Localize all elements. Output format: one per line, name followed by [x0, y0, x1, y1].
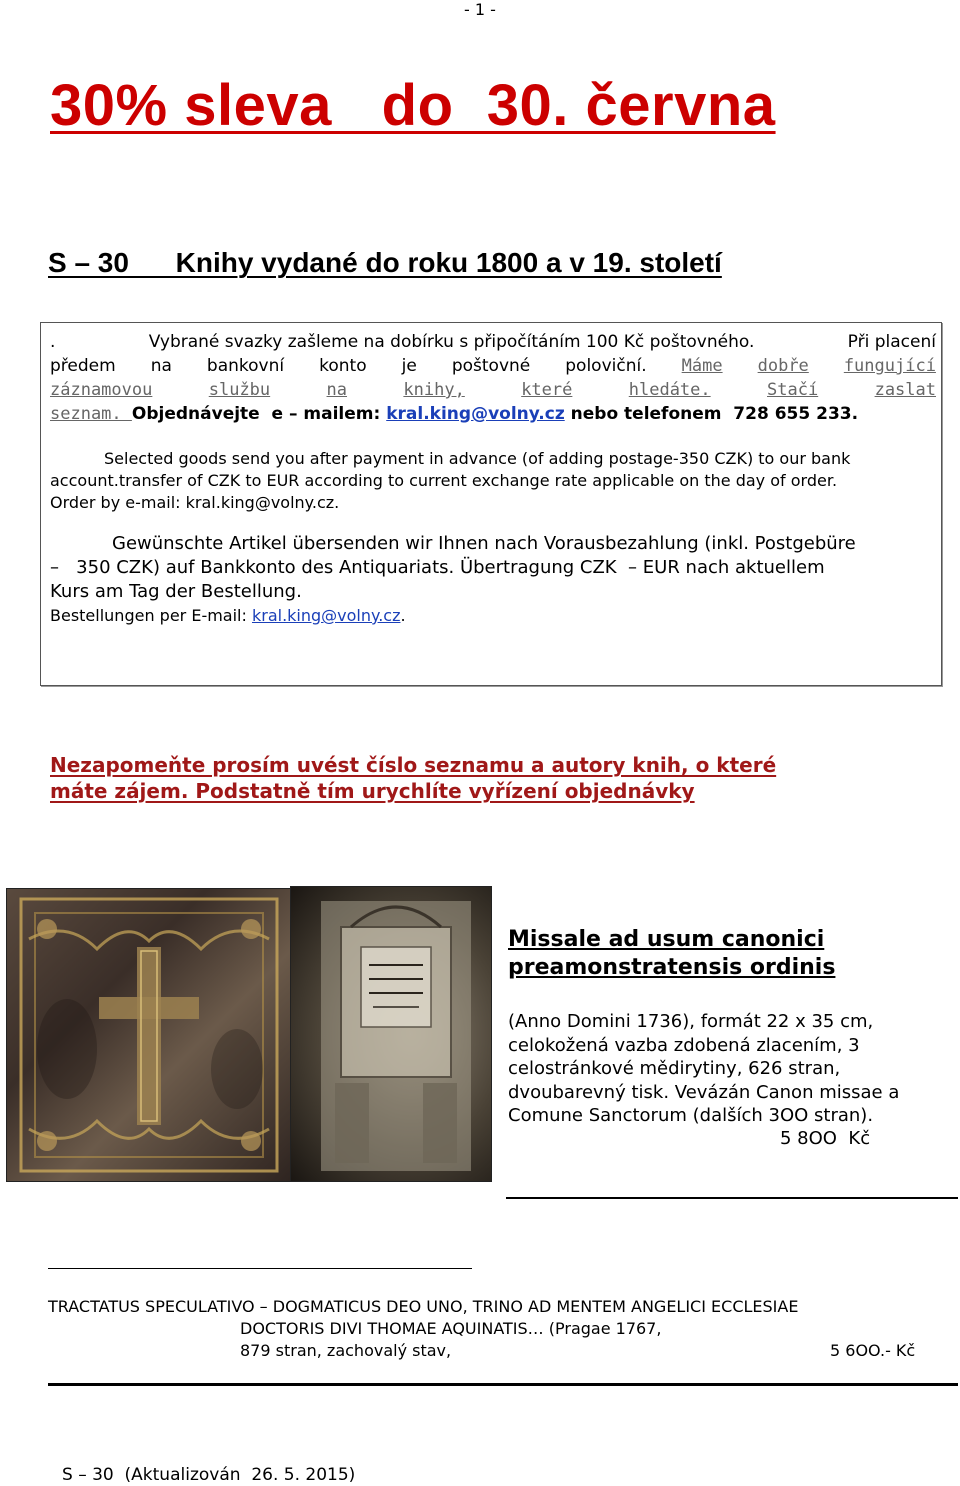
info-text: . — [400, 606, 406, 625]
info-text: které — [521, 380, 573, 400]
info-text: je — [401, 356, 417, 376]
info-text: poštovné — [451, 356, 531, 376]
list-heading: S – 30 Knihy vydané do roku 1800 a v 19. století — [48, 247, 722, 278]
info-text: – 350 CZK) auf Bankkonto des Antiquariats. Übertragung CZK – EUR nach aktuellem — [50, 557, 825, 578]
info-english — [50, 448, 940, 514]
email-link[interactable]: kral.king@volny.cz — [251, 606, 401, 625]
page-number: - 1 - — [464, 0, 496, 19]
book2-title: TRACTATUS SPECULATIVO – DOGMATICUS DEO UNO, TRINO AD MENTEM ANGELICI ECCLESIAE — [48, 1297, 799, 1316]
info-text: na — [326, 380, 348, 400]
info-text: Bestellungen per E-mail: — [50, 606, 252, 625]
info-text: bankovní — [206, 356, 285, 376]
info-text: konto — [319, 356, 367, 376]
book2-details: 879 stran, zachovalý stav, — [240, 1341, 452, 1360]
book1-price: 5 8OO Kč — [780, 1128, 871, 1149]
info-text: Vybrané svazky zašleme na dobírku s připočítáním 100 Kč poštovného. — [148, 332, 755, 352]
info-text: poloviční. — [565, 356, 647, 376]
info-text: fungující — [843, 356, 936, 376]
book2-entry — [48, 1296, 948, 1362]
info-text: Gewünschte Artikel übersenden wir Ihnen nach Vorausbezahlung (inkl. Postgebüre — [112, 533, 856, 554]
info-czech — [50, 330, 936, 426]
info-text: Při placení — [847, 332, 936, 352]
book2-title-cont: DOCTORIS DIVI THOMAE AQUINATIS… (Pragae 1767, — [240, 1319, 662, 1338]
email-link[interactable]: kral.king@volny.cz — [386, 404, 565, 424]
title-page-photo — [290, 886, 492, 1182]
info-text: knihy, — [403, 380, 465, 400]
info-czech-line-3 — [50, 378, 936, 402]
info-text: Objednávejte e – mailem: — [131, 404, 387, 424]
info-text: Máme — [681, 356, 723, 376]
reminder-note: Nezapomeňte prosím uvést číslo seznamu a autory knih, o které máte zájem. Podstatně tím urychlíte vyřízení objednávky — [50, 753, 777, 803]
info-text: account.transfer of CZK to EUR according to current exchange rate applicable on the day of order. — [50, 471, 838, 490]
info-text: Stačí — [767, 380, 819, 400]
info-german-email-line — [50, 604, 940, 628]
book1-title: Missale ad usum canonici preamonstratensis ordinis — [508, 927, 836, 980]
divider-thick — [48, 1383, 958, 1386]
info-czech-line-4 — [50, 402, 936, 426]
info-text: . — [50, 332, 56, 352]
book2-price: 5 6OO.- Kč — [830, 1341, 916, 1360]
info-text: Order by e-mail: kral.king@volny.cz. — [50, 493, 340, 512]
info-czech-line-2 — [50, 354, 936, 378]
footer-note: S – 30 (Aktualizován 26. 5. 2015) — [62, 1465, 356, 1485]
info-text: dobře — [757, 356, 809, 376]
info-czech-line-1 — [50, 330, 936, 354]
info-text: zaslat — [874, 380, 936, 400]
info-text: záznamovou — [50, 380, 153, 400]
book2-details-line — [48, 1340, 948, 1362]
title-page-image — [291, 887, 491, 1181]
info-text: službu — [208, 380, 271, 400]
phone-text: nebo telefonem 728 655 233. — [564, 404, 859, 424]
info-text: Kurs am Tag der Bestellung. — [50, 581, 302, 602]
info-text: předem — [50, 356, 116, 376]
info-text: seznam. — [50, 404, 132, 424]
book1-description: (Anno Domini 1736), formát 22 x 35 cm, celokožená vazba zdobená zlacením, 3 celostránkové mědirytiny, 626 stran, dvoubarevný tisk. Vevázán Canon missae a Comune Sanctorum (dalších 3OO stran). — [508, 1011, 900, 1126]
info-text: hledáte. — [628, 380, 711, 400]
promo-headline: 30% sleva do 30. června — [50, 73, 776, 138]
info-text: na — [150, 356, 172, 376]
divider — [48, 1268, 472, 1269]
divider — [506, 1197, 958, 1199]
info-text: Selected goods send you after payment in advance (of adding postage-350 CZK) to our bank — [104, 449, 851, 468]
book-cover-image — [7, 889, 291, 1181]
book-cover-photo — [6, 888, 292, 1182]
info-german — [50, 532, 940, 628]
